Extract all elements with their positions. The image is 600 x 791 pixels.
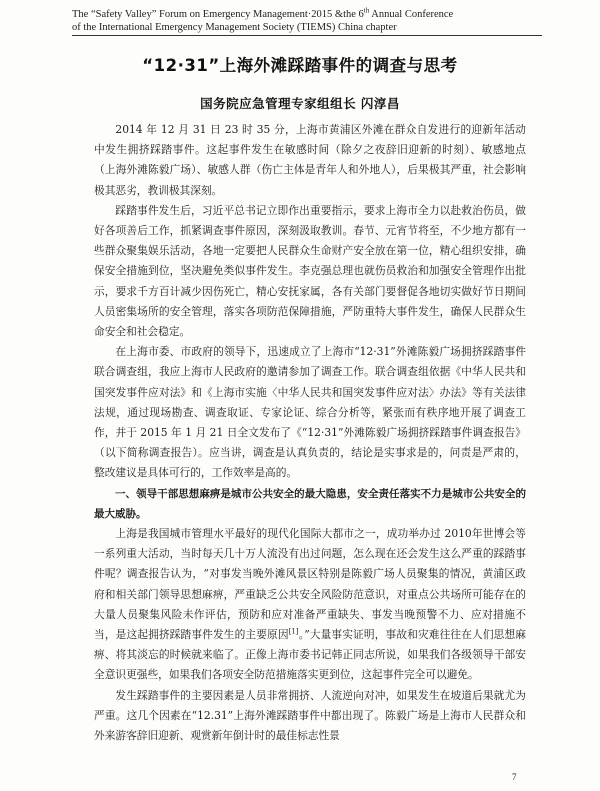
article-title: “12·31”上海外滩踩踏事件的调查与思考 <box>142 56 458 75</box>
article-body <box>94 120 526 746</box>
section-heading-1: 一、领导干部思想麻痹是城市公共安全的最大隐患，安全责任落实不力是城市公共安全的最大威胁。 <box>94 487 526 520</box>
page-number: 7 <box>512 772 517 782</box>
paragraph-4: 上海是我国城市管理水平最好的现代化国际大都市之一，成功举办过 2010年世博会等一系列重大活动，当时每天几十万人流没有出过问题，怎么现在还会发生这么严重的踩踏事件呢？调查报告认为，“对事发当晚外滩风景区特别是陈毅广场人员聚集的情况，黄浦区政府和相关部门领导思想麻痹，严重缺乏公共安全风险防范意识，对重点公共场所可能存在的大量人员聚集风险未作评估，预防和应对准备严重缺失、事发当晚预警不力、应对措施不当，是这起拥挤踩踏事件发生的主要原因[1]。”大量事实证明，事故和灾难往往在人们思想麻痹、将其淡忘的时候就来临了。正像上海市委书记韩正同志所说，如果我们各级领导干部安全意识更强些，如果我们各项安全防范措施落实更到位，这起事件完全可以避免。 <box>94 527 526 682</box>
paragraph-5: 发生踩踏事件的主要因素是人员非常拥挤、人流逆向对冲，如果发生在坡道后果就尤为严重。这几个因素在“12.31”上海外滩踩踏事件中都出现了。陈毅广场是上海市人民群众和外来游客辞旧迎新、观赏新年倒计时的最佳标志性景 <box>94 688 526 743</box>
running-head <box>72 8 542 36</box>
paragraph-1: 2014 年 12 月 31 日 23 时 35 分，上海市黄浦区外滩在群众自发进行的迎新年活动中发生拥挤踩踏事件。这起事件发生在敏感时间（除夕之夜辞旧迎新的时刻）、敏感地点（上海外滩陈毅广场）、敏感人群（伤亡主体是青年人和外地人），后果极其严重，社会影响极其恶劣，教训极其深刻。 <box>94 123 526 197</box>
paragraph-2: 踩踏事件发生后，习近平总书记立即作出重要指示，要求上海市全力以赴救治伤员，做好各项善后工作，抓紧调查事件原因，深刻汲取教训。春节、元宵节将至，不少地方都有一些群众聚集娱乐活动，各地一定要把人民群众生命财产安全放在第一位，精心组织安排，确保安全措施到位，坚决避免类似事件发生。李克强总理也就伤员救治和加强安全管理作出批示，要求千方百计减少因伤死亡，精心安抚家属，各有关部门要督促各地切实做好节日期间人员密集场所的安全管理，落实各项防范保障措施，严防重特大事件发生，确保人民群众生命安全和社会稳定。 <box>94 203 526 339</box>
running-head-line-2: of the International Emergency Management Society (TIEMS) China chapter <box>72 21 542 36</box>
article-author: 国务院应急管理专家组组长 闪淳昌 <box>200 96 400 111</box>
citation-ref: [1] <box>288 627 299 636</box>
paragraph-3: 在上海市委、市政府的领导下，迅速成立了上海市“12·31”外滩陈毅广场拥挤踩踏事件联合调查组，我应上海市人民政府的邀请参加了调查工作。联合调查组依据《中华人民共和国突发事件应对法》和《上海市实施〈中华人民共和国突发事件应对法〉办法》等有关法律法规，通过现场勘查、调查取证、专家论证、综合分析等，紧张而有秩序地开展了调查工作，并于 2015 年 1 月 21 日全文发布了《“12·31”外滩陈毅广场拥挤踩踏事件调查报告》（以下简称调查报告）。应当讲，调查是认真负责的，结论是实事求是的，问责是严肃的，整改建议是具体可行的，工作效率是高的。 <box>94 345 526 480</box>
running-head-line-1: The “Safety Valley” Forum on Emergency Management·2015 &the 6th Annual Conference <box>72 6 454 20</box>
